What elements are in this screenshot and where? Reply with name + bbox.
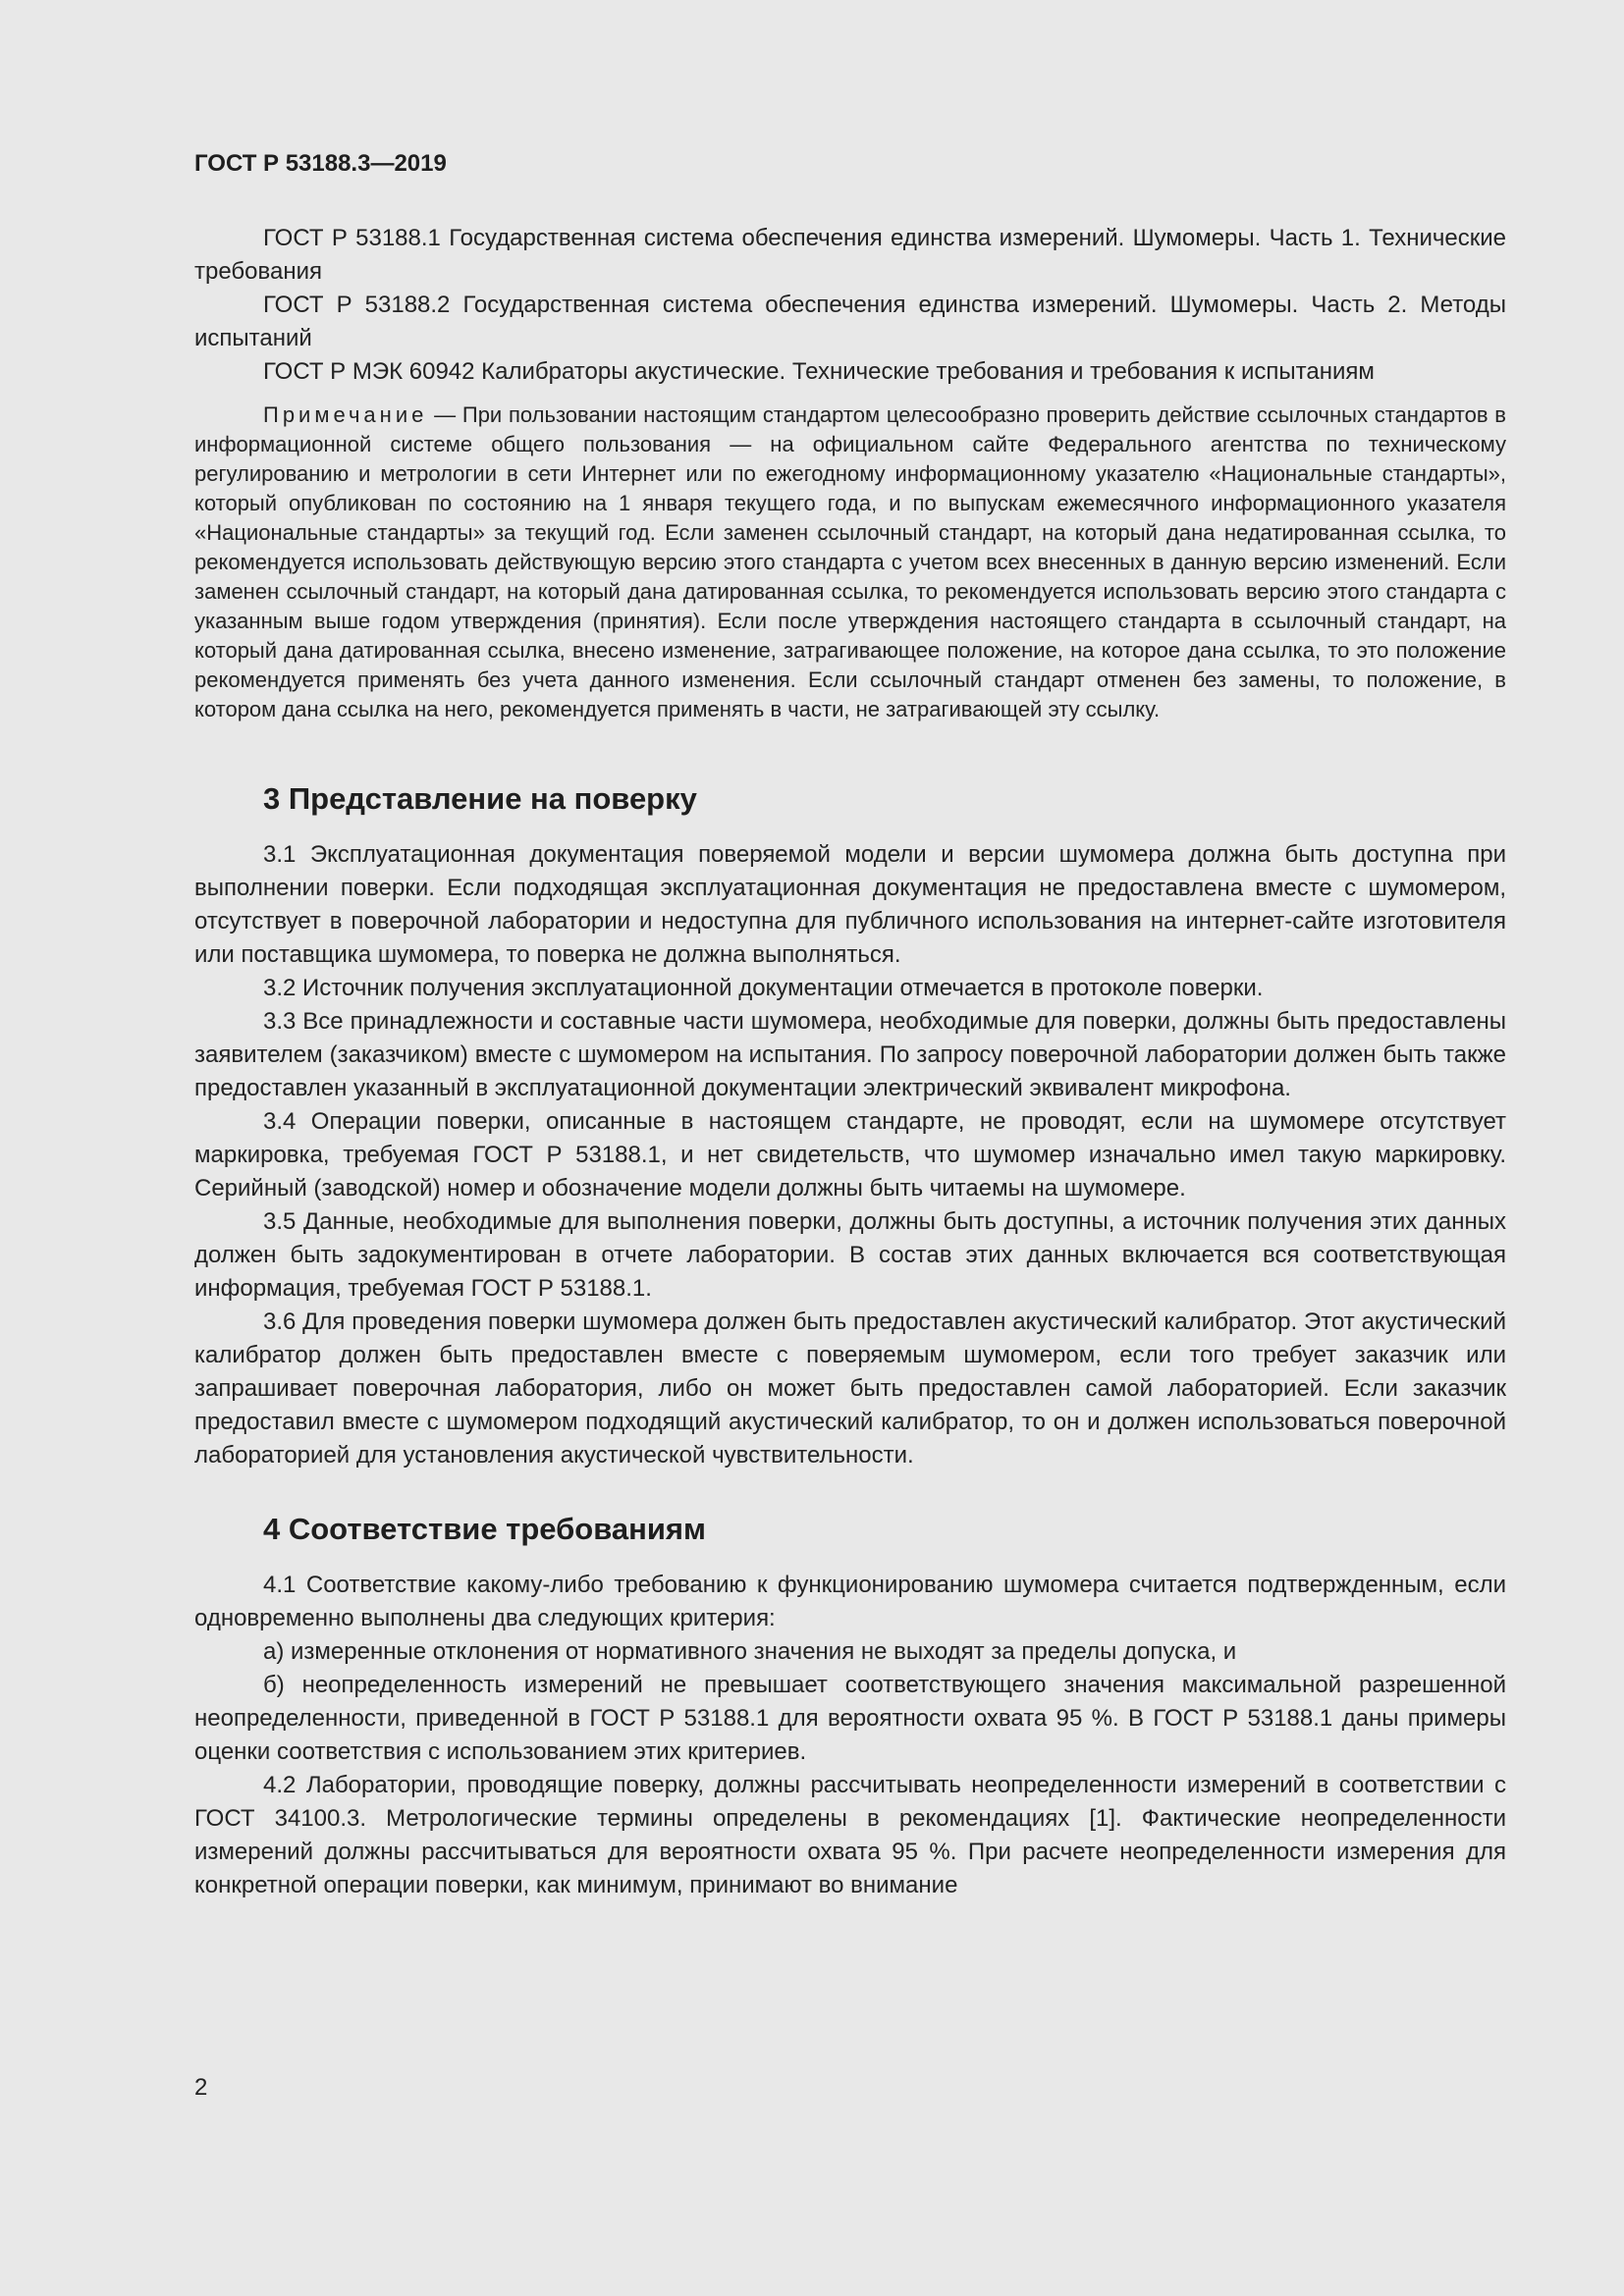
section-4-body	[194, 1569, 1506, 1902]
clause-3-4: 3.4 Операции поверки, описанные в настоящем стандарте, не проводят, если на шумомере отсутствует маркировка, требуемая ГОСТ Р 53188.1, и нет свидетельств, что шумомер изначально имел такую маркировку. Серийный (заводской) номер и обозначение модели должны быть читаемы на шумомере.	[194, 1108, 1506, 1201]
clause-3-5: 3.5 Данные, необходимые для выполнения поверки, должны быть доступны, а источник получения этих данных должен быть задокументирован в отчете лаборатории. В состав этих данных включается вся соответствующая информация, требуемая ГОСТ Р 53188.1.	[194, 1208, 1506, 1302]
reference-item: ГОСТ Р 53188.2 Государственная система обеспечения единства измерений. Шумомеры. Часть 2. Методы испытаний	[194, 292, 1506, 351]
note-text: — При пользовании настоящим стандартом целесообразно проверить действие ссылочных стандартов в информационной системе общего пользования — на официальном сайте Федерального агентства по техническому регулированию и метрологии в сети Интернет или по ежегодному информационному указателю «Национальные стандарты», который опубликован по состоянию на 1 января текущего года, и по выпускам ежемесячного информационного указателя «Национальные стандарты» за текущий год. Если заменен ссылочный стандарт, на который дана недатированная ссылка, то рекомендуется использовать действующую версию этого стандарта с учетом всех внесенных в данную версию изменений. Если заменен ссылочный стандарт, на который дана датированная ссылка, то рекомендуется использовать версию этого стандарта с указанным выше годом утверждения (принятия). Если после утверждения настоящего стандарта в ссылочный стандарт, на который дана датированная ссылка, внесено изменение, затрагивающее положение, на которое дана ссылка, то это положение рекомендуется применять без учета данного изменения. Если ссылочный стандарт отменен без замены, то положение, в котором дана ссылка на него, рекомендуется применять в части, не затрагивающей эту ссылку.	[194, 402, 1506, 721]
section-3-body	[194, 838, 1506, 1472]
clause-3-1: 3.1 Эксплуатационная документация поверяемой модели и версии шумомера должна быть доступна при выполнении поверки. Если подходящая эксплуатационная документация не предоставлена вместе с шумомером, отсутствует в поверочной лаборатории и недоступна для публичного использования на интернет-сайте изготовителя или поставщика шумомера, то поверка не должна выполняться.	[194, 841, 1506, 968]
reference-item: ГОСТ Р 53188.1 Государственная система обеспечения единства измерений. Шумомеры. Часть 1. Технические требования	[194, 225, 1506, 285]
criterion-a: а) измеренные отклонения от нормативного значения не выходят за пределы допуска, и	[263, 1638, 1237, 1665]
document-header: ГОСТ Р 53188.3—2019	[194, 150, 447, 177]
reference-note	[194, 400, 1506, 724]
note-label: Примечание	[263, 402, 428, 427]
criterion-b: б) неопределенность измерений не превышает соответствующего значения максимальной разрешенной неопределенности, приведенной в ГОСТ Р 53188.1 для вероятности охвата 95 %. В ГОСТ Р 53188.1 даны примеры оценки соответствия с использованием этих критериев.	[194, 1672, 1506, 1765]
normative-references	[194, 222, 1506, 389]
section-3-heading: 3 Представление на поверку	[263, 781, 697, 816]
clause-4-1: 4.1 Соответствие какому-либо требованию к функционированию шумомера считается подтвержденным, если одновременно выполнены два следующих критерия:	[194, 1572, 1506, 1631]
page-content	[194, 147, 1506, 1902]
section-4-heading: 4 Соответствие требованиям	[263, 1512, 706, 1546]
page-number: 2	[194, 2074, 208, 2101]
clause-3-2: 3.2 Источник получения эксплуатационной документации отмечается в протоколе поверки.	[263, 975, 1264, 1001]
clause-4-2: 4.2 Лаборатории, проводящие поверку, должны рассчитывать неопределенности измерений в соответствии с ГОСТ 34100.3. Метрологические термины определены в рекомендациях [1]. Фактические неопределенности измерений должны рассчитываться для вероятности охвата 95 %. При расчете неопределенности измерения для конкретной операции поверки, как минимум, принимают во внимание	[194, 1772, 1506, 1898]
reference-item: ГОСТ Р МЭК 60942 Калибраторы акустические. Технические требования и требования к испытаниям	[263, 358, 1375, 385]
clause-3-3: 3.3 Все принадлежности и составные части шумомера, необходимые для поверки, должны быть предоставлены заявителем (заказчиком) вместе с шумомером на испытания. По запросу поверочной лаборатории должен быть также предоставлен указанный в эксплуатационной документации электрический эквивалент микрофона.	[194, 1008, 1506, 1101]
clause-3-6: 3.6 Для проведения поверки шумомера должен быть предоставлен акустический калибратор. Этот акустический калибратор должен быть предоставлен вместе с поверяемым шумомером, если того требует заказчик или запрашивает поверочная лаборатория, либо он может быть предоставлен самой лабораторией. Если заказчик предоставил вместе с шумомером подходящий акустический калибратор, то он и должен использоваться поверочной лабораторией для установления акустической чувствительности.	[194, 1308, 1506, 1468]
